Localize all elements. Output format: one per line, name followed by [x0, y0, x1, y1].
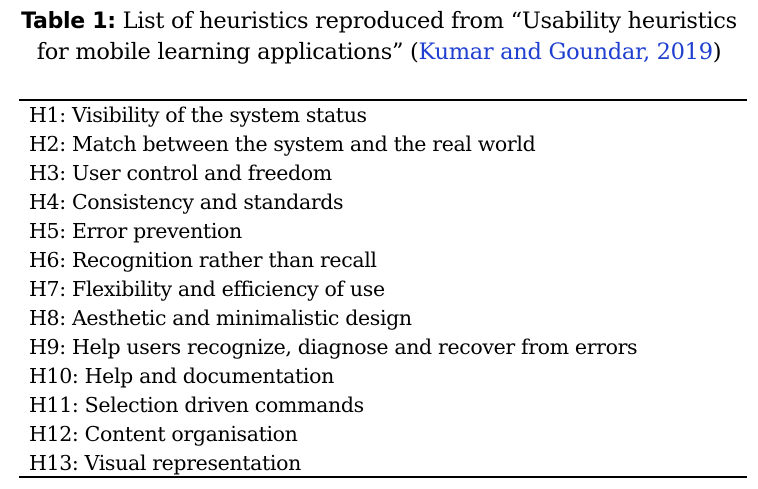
heuristic-row-h9: H9: Help users recognize, diagnose and recover from errors	[29, 335, 638, 359]
table-label: Table 1:	[21, 9, 116, 34]
heuristic-row-h6: H6: Recognition rather than recall	[29, 248, 377, 272]
heuristics-list	[29, 101, 637, 478]
caption-text: List of heuristics reproduced from “Usability heuristics for mobile learning applications” (	[36, 8, 737, 65]
table-bottom-rule	[19, 476, 747, 478]
heuristic-row-h12: H12: Content organisation	[29, 422, 298, 446]
heuristic-row-h2: H2: Match between the system and the real world	[29, 132, 536, 156]
citation-link[interactable]: Kumar and Goundar, 2019	[418, 39, 713, 65]
heuristic-row-h10: H10: Help and documentation	[29, 364, 334, 388]
heuristic-row-h4: H4: Consistency and standards	[29, 190, 344, 214]
heuristic-row-h3: H3: User control and freedom	[29, 161, 332, 185]
heuristic-row-h7: H7: Flexibility and efficiency of use	[29, 277, 385, 301]
table-caption	[20, 6, 738, 67]
heuristic-row-h11: H11: Selection driven commands	[29, 393, 364, 417]
caption-close-paren: )	[712, 39, 722, 65]
heuristic-row-h5: H5: Error prevention	[29, 219, 242, 243]
heuristic-row-h13: H13: Visual representation	[29, 451, 301, 475]
heuristic-row-h1: H1: Visibility of the system status	[29, 103, 367, 127]
heuristic-row-h8: H8: Aesthetic and minimalistic design	[29, 306, 412, 330]
